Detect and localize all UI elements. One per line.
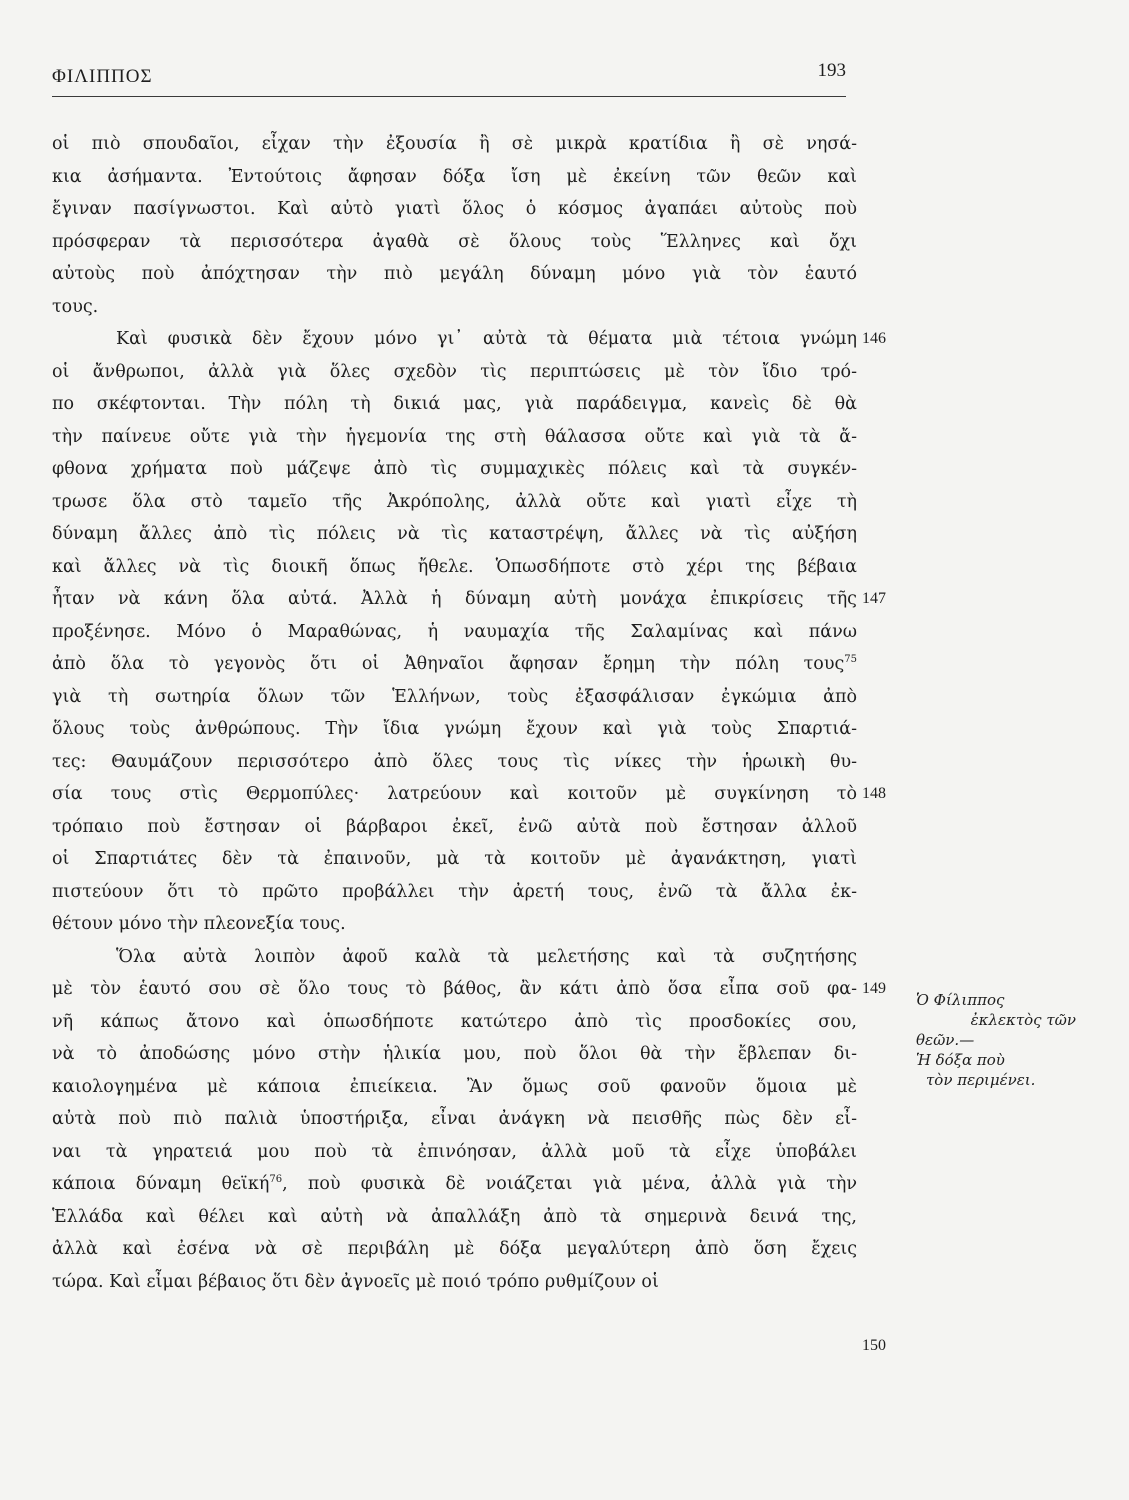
section-number: 146 bbox=[862, 330, 886, 347]
section-number: 149 bbox=[862, 980, 886, 997]
text-line: ἀλλὰ καὶ ἐσένα νὰ σὲ περιβάλη μὲ δόξα μεγαλύτερη ἀπὸ ὅση ἔχεις bbox=[52, 1239, 857, 1259]
text-line: οἱ ἄνθρωποι, ἀλλὰ γιὰ ὅλες σχεδὸν τὶς περιπτώσεις μὲ τὸν ἴδιο τρό- bbox=[52, 361, 857, 382]
text-line: Καὶ φυσικὰ δὲν ἔχουν μόνο γι᾿ αὐτὰ τὰ θέματα μιὰ τέτοια γνώμη bbox=[116, 329, 857, 349]
text-line: τρόπαιο ποὺ ἔστησαν οἱ βάρβαροι ἐκεῖ, ἐνῶ αὐτὰ ποὺ ἔστησαν ἀλλοῦ bbox=[52, 816, 857, 837]
text-line bbox=[52, 648, 857, 681]
margin-note-line: θεῶν.— bbox=[916, 1031, 975, 1049]
margin-note-line: Ἡ δόξα ποὺ bbox=[916, 1051, 1005, 1069]
header-rule bbox=[52, 96, 846, 97]
line-text: ἀπὸ ὅλα τὸ γεγονὸς ὅτι οἱ Ἀθηναῖοι ἄφησαν ἔρημη τὴν πόλη τους bbox=[52, 654, 845, 674]
text-line: οἱ Σπαρτιάτες δὲν τὰ ἐπαινοῦν, μὰ τὰ κοιτοῦν μὲ ἀγανάκτηση, γιατὶ bbox=[52, 849, 857, 869]
text-line: νῆ κάπως ἄτονο καὶ ὁπωσδήποτε κατώτερο ἀπὸ τὶς προσδοκίες σου, bbox=[52, 1011, 857, 1032]
text-line: τὴν παίνευε οὔτε γιὰ τὴν ἡγεμονία της στὴ θάλασσα οὔτε καὶ γιὰ τὰ ἄ- bbox=[52, 426, 857, 447]
margin-note-line: ἐκλεκτὸς τῶν bbox=[970, 1011, 1076, 1029]
margin-note-line: Ὁ Φίλιππος bbox=[916, 991, 1005, 1009]
section-number: 150 bbox=[862, 1337, 886, 1354]
footnote-marker: 75 bbox=[844, 654, 857, 666]
section-number: 148 bbox=[862, 785, 886, 802]
text-line: δύναμη ἄλλες ἀπὸ τὶς πόλεις νὰ τὶς καταστρέψη, ἄλλες νὰ τὶς αὐξήση bbox=[52, 524, 857, 544]
text-line: αὐτοὺς ποὺ ἀπόχτησαν τὴν πιὸ μεγάλη δύναμη μόνο γιὰ τὸν ἑαυτό bbox=[52, 264, 857, 284]
footnote-marker: 76 bbox=[269, 1174, 283, 1186]
margin-note bbox=[916, 990, 1076, 1090]
line-text: , ποὺ φυσικὰ δὲ νοιάζεται γιὰ μένα, ἀλλὰ γιὰ τὴν bbox=[282, 1174, 857, 1194]
section-number: 147 bbox=[862, 590, 886, 607]
text-line: Ἑλλάδα καὶ θέλει καὶ αὐτὴ νὰ ἀπαλλάξη ἀπὸ τὰ σημερινὰ δεινά της, bbox=[52, 1206, 857, 1227]
text-line: αὐτὰ ποὺ πιὸ παλιὰ ὑποστήριξα, εἶναι ἀνάγκη νὰ πεισθῆς πὼς δὲν εἶ- bbox=[52, 1109, 857, 1129]
running-title: ΦΙΛΙΠΠΟΣ bbox=[52, 66, 153, 87]
text-line: οἱ πιὸ σπουδαῖοι, εἶχαν τὴν ἐξουσία ἢ σὲ μικρὰ κρατίδια ἢ σὲ νησά- bbox=[52, 134, 857, 154]
text-line: τώρα. Καὶ εἶμαι βέβαιος ὅτι δὲν ἀγνοεῖς μὲ ποιό τρόπο ρυθμίζουν οἱ bbox=[52, 1271, 659, 1292]
running-head bbox=[52, 60, 846, 94]
line-text: κάποια δύναμη θεϊκή bbox=[52, 1174, 270, 1194]
margin-note-line: τὸν περιμένει. bbox=[926, 1071, 1036, 1089]
body-text bbox=[52, 128, 857, 1298]
text-line: ὅλους τοὺς ἀνθρώπους. Τὴν ἴδια γνώμη ἔχουν καὶ γιὰ τοὺς Σπαρτιά- bbox=[52, 719, 857, 739]
text-line: ναι τὰ γηρατειά μου ποὺ τὰ ἐπινόησαν, ἀλλὰ μοῦ τὰ εἶχε ὑποβάλει bbox=[52, 1141, 857, 1162]
text-line: ἦταν νὰ κάνη ὅλα αὐτά. Ἀλλὰ ἡ δύναμη αὐτὴ μονάχα ἐπικρίσεις τῆς bbox=[52, 589, 857, 609]
text-line: καὶ ἄλλες νὰ τὶς διοικῆ ὅπως ἤθελε. Ὁπωσδήποτε στὸ χέρι της βέβαια bbox=[52, 556, 857, 577]
text-line: σία τους στὶς Θερμοπύλες· λατρεύουν καὶ κοιτοῦν μὲ συγκίνηση τὸ bbox=[52, 784, 857, 804]
text-line: μὲ τὸν ἑαυτό σου σὲ ὅλο τους τὸ βάθος, ἂν κάτι ἀπὸ ὅσα εἶπα σοῦ φα- bbox=[52, 979, 857, 999]
text-line: πιστεύουν ὅτι τὸ πρῶτο προβάλλει τὴν ἀρετή τους, ἐνῶ τὰ ἄλλα ἐκ- bbox=[52, 881, 857, 902]
text-line: γιὰ τὴ σωτηρία ὅλων τῶν Ἑλλήνων, τοὺς ἐξασφάλισαν ἐγκώμια ἀπὸ bbox=[52, 686, 857, 707]
text-line: τρωσε ὅλα στὸ ταμεῖο τῆς Ἀκρόπολης, ἀλλὰ οὔτε καὶ γιατὶ εἶχε τὴ bbox=[52, 491, 857, 512]
text-line: τες: Θαυμάζουν περισσότερο ἀπὸ ὅλες τους τὶς νίκες τὴν ἡρωικὴ θυ- bbox=[52, 751, 857, 772]
text-line: πο σκέφτονται. Τὴν πόλη τὴ δικιά μας, γιὰ παράδειγμα, κανεὶς δὲ θὰ bbox=[52, 394, 857, 414]
text-line: καιολογημένα μὲ κάποια ἐπιείκεια. Ἂν ὅμως σοῦ φανοῦν ὅμοια μὲ bbox=[52, 1076, 857, 1097]
text-line bbox=[52, 1168, 857, 1201]
text-line: πρόσφεραν τὰ περισσότερα ἀγαθὰ σὲ ὅλους τοὺς Ἕλληνες καὶ ὄχι bbox=[52, 231, 857, 252]
text-line: κια ἀσήμαντα. Ἐντούτοις ἄφησαν δόξα ἴση μὲ ἐκείνη τῶν θεῶν καὶ bbox=[52, 166, 857, 187]
page-number: 193 bbox=[817, 60, 846, 81]
text-line: προξένησε. Μόνο ὁ Μαραθώνας, ἡ ναυμαχία τῆς Σαλαμίνας καὶ πάνω bbox=[52, 621, 857, 642]
text-line: Ὅλα αὐτὰ λοιπὸν ἀφοῦ καλὰ τὰ μελετήσης καὶ τὰ συζητήσης bbox=[116, 946, 857, 967]
text-line: θέτουν μόνο τὴν πλεονεξία τους. bbox=[52, 914, 346, 934]
text-line: ἔγιναν πασίγνωστοι. Καὶ αὐτὸ γιατὶ ὅλος ὁ κόσμος ἀγαπάει αὐτοὺς ποὺ bbox=[52, 199, 857, 219]
text-line: νὰ τὸ ἀποδώσης μόνο στὴν ἡλικία μου, ποὺ ὅλοι θὰ τὴν ἔβλεπαν δι- bbox=[52, 1044, 857, 1064]
text-line: τους. bbox=[52, 296, 99, 317]
text-line: φθονα χρήματα ποὺ μάζεψε ἀπὸ τὶς συμμαχικὲς πόλεις καὶ τὰ συγκέν- bbox=[52, 459, 857, 479]
